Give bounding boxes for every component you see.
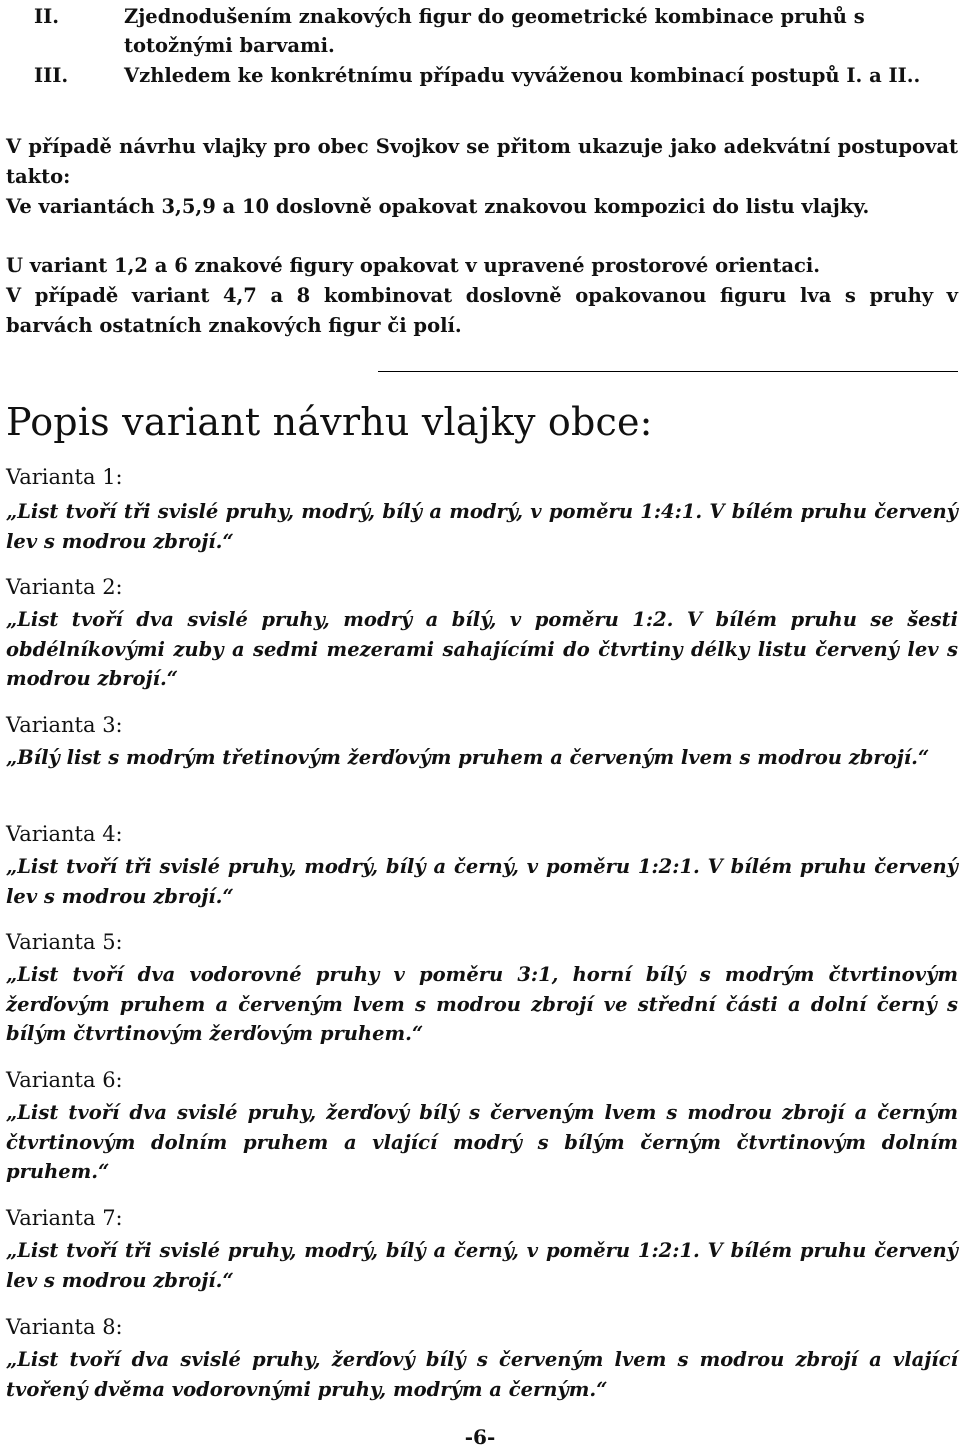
variant-text-3: „Bílý list s modrým třetinovým žerďovým pruhem a červeným lvem s modrou zbrojí.“ <box>6 746 930 769</box>
variant-label-6: Varianta 6: <box>6 1068 123 1092</box>
variant-text-2: „List tvoří dva svislé pruhy, modrý a bílý, v poměru 1:2. V bílém pruhu se šesti obdélníkovými zuby a sedmi mezerami sahajícími do čtvrtiny délky listu červený lev s modrou zbrojí.“ <box>6 608 958 690</box>
paragraph-approach: V případě návrhu vlajky pro obec Svojkov se přitom ukazuje jako adekvátní postupovat takto: <box>6 135 958 188</box>
variant-text-5: „List tvoří dva vodorovné pruhy v poměru 3:1, horní bílý s modrým čtvrtinovým žerďovým pruhem a červeným lvem s modrou zbrojí ve střední části a dolní černý s bílým čtvrtinovým žerďovým pruhem.“ <box>6 963 958 1045</box>
variant-text-8: „List tvoří dva svislé pruhy, žerďový bílý s červeným lvem s modrou zbrojí a vlající tvořený dvěma vodorovnými pruhy, modrým a černým.“ <box>6 1348 958 1401</box>
variant-label-2: Varianta 2: <box>6 575 123 599</box>
variant-text-7: „List tvoří tři svislé pruhy, modrý, bílý a černý, v poměru 1:2:1. V bílém pruhu červený lev s modrou zbrojí.“ <box>6 1239 958 1292</box>
variant-text-4: „List tvoří tři svislé pruhy, modrý, bílý a černý, v poměru 1:2:1. V bílém pruhu červený lev s modrou zbrojí.“ <box>6 855 958 908</box>
variant-label-7: Varianta 7: <box>6 1206 123 1230</box>
section-title: Popis variant návrhu vlajky obce: <box>6 400 653 444</box>
paragraph-variants-1-2-6: U variant 1,2 a 6 znakové figury opakovat v upravené prostorové orientaci. <box>6 254 821 277</box>
variant-label-1: Varianta 1: <box>6 465 123 489</box>
variant-label-5: Varianta 5: <box>6 930 123 954</box>
variant-label-8: Varianta 8: <box>6 1315 123 1339</box>
list-number: II. <box>34 5 60 28</box>
variant-text-1: „List tvoří tři svislé pruhy, modrý, bílý a modrý, v poměru 1:4:1. V bílém pruhu červený lev s modrou zbrojí.“ <box>6 500 958 553</box>
variant-label-3: Varianta 3: <box>6 713 123 737</box>
paragraph-variants-3-5-9-10: Ve variantách 3,5,9 a 10 doslovně opakovat znakovou kompozici do listu vlajky. <box>6 195 870 218</box>
list-text: Zjednodušením znakových figur do geometrické kombinace pruhů s totožnými barvami. <box>124 5 865 57</box>
list-text: Vzhledem ke konkrétnímu případu vyváženou kombinací postupů I. a II.. <box>124 64 921 87</box>
variant-label-4: Varianta 4: <box>6 822 123 846</box>
list-number: III. <box>34 64 69 87</box>
variant-text-6: „List tvoří dva svislé pruhy, žerďový bílý s červeným lvem s modrou zbrojí a černým čtvrtinovým dolním pruhem a vlající modrý s bílým černým čtvrtinovým dolním pruhem.“ <box>6 1101 958 1183</box>
horizontal-rule <box>378 371 958 372</box>
page-number: -6- <box>464 1425 496 1449</box>
paragraph-variants-4-7-8: V případě variant 4,7 a 8 kombinovat doslovně opakovanou figuru lva s pruhy v barvách ostatních znakových figur či polí. <box>6 284 958 337</box>
